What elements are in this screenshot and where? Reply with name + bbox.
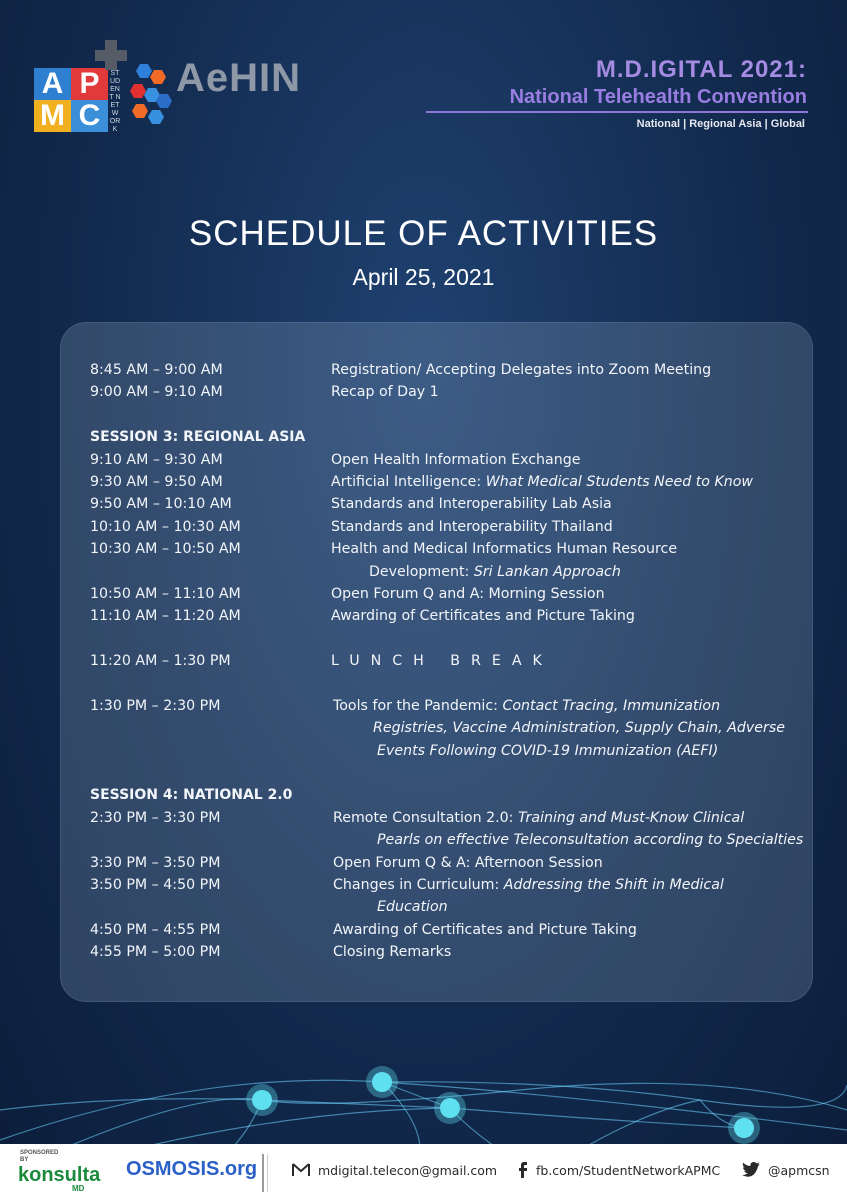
row-time: 10:50 AM – 11:10 AM bbox=[90, 585, 241, 602]
convention-tagline: National | Regional Asia | Global bbox=[636, 118, 805, 130]
schedule-row bbox=[90, 538, 800, 560]
row-activity-text: Development: bbox=[369, 563, 474, 580]
schedule-list bbox=[90, 359, 804, 964]
lunch-row bbox=[90, 650, 800, 672]
row-time: 8:45 AM – 9:00 AM bbox=[90, 362, 223, 378]
row-time: 2:30 PM – 3:30 PM bbox=[90, 809, 221, 826]
footer-divider bbox=[262, 1154, 264, 1192]
row-activity-italic: Addressing the Shift in Medical bbox=[503, 876, 724, 893]
row-activity: Health and Medical Informatics Human Resource bbox=[331, 541, 678, 558]
schedule-row bbox=[90, 852, 800, 874]
row-time: 1:30 PM – 2:30 PM bbox=[90, 697, 221, 714]
logo-letter-p: P bbox=[71, 68, 108, 100]
row-activity: Awarding of Certificates and Picture Taking bbox=[331, 608, 635, 625]
mail-icon bbox=[292, 1162, 310, 1178]
row-activity bbox=[333, 874, 724, 896]
row-time: 4:50 PM – 4:55 PM bbox=[90, 921, 221, 938]
row-activity bbox=[331, 471, 753, 493]
schedule-row bbox=[90, 941, 800, 963]
konsulta-md-label: MD bbox=[72, 1184, 85, 1193]
konsulta-logo: konsulta bbox=[18, 1164, 101, 1186]
schedule-row bbox=[90, 449, 800, 471]
schedule-row-continuation bbox=[90, 896, 800, 918]
logo-letter-a: A bbox=[34, 68, 71, 100]
row-activity: Closing Remarks bbox=[333, 944, 452, 961]
row-activity: Open Health Information Exchange bbox=[331, 451, 581, 468]
row-activity: Recap of Day 1 bbox=[331, 384, 439, 401]
footer-divider bbox=[267, 1154, 268, 1192]
row-activity-italic: What Medical Students Need to Know bbox=[485, 473, 754, 490]
row-activity-text: Changes in Curriculum: bbox=[333, 876, 504, 893]
schedule-row bbox=[90, 605, 800, 627]
row-time: 10:10 AM – 10:30 AM bbox=[90, 518, 241, 535]
osmosis-logo: OSMOSIS.org bbox=[126, 1158, 258, 1180]
logo-cross-bar bbox=[95, 50, 127, 61]
logo-letter-m: M bbox=[34, 100, 71, 132]
row-activity bbox=[333, 807, 744, 829]
schedule-row bbox=[90, 493, 800, 515]
schedule-row bbox=[90, 359, 800, 381]
row-activity-cont: Events Following COVID-19 Immunization (AEFI) bbox=[377, 742, 719, 759]
schedule-row-continuation bbox=[90, 829, 804, 851]
convention-subtitle: National Telehealth Convention bbox=[509, 86, 807, 108]
row-activity: Registration/ Accepting Delegates into Zoom Meeting bbox=[331, 362, 712, 378]
event-date: April 25, 2021 bbox=[352, 264, 495, 290]
schedule-row bbox=[90, 516, 800, 538]
schedule-row bbox=[90, 695, 800, 717]
schedule-row bbox=[90, 583, 800, 605]
title-underline bbox=[426, 111, 808, 113]
row-time: 9:10 AM – 9:30 AM bbox=[90, 451, 223, 468]
session-4-heading: SESSION 4: NATIONAL 2.0 bbox=[90, 787, 293, 804]
row-time: 9:00 AM – 9:10 AM bbox=[90, 384, 223, 401]
row-activity: Open Forum Q and A: Morning Session bbox=[331, 585, 605, 602]
row-time: 10:30 AM – 10:50 AM bbox=[90, 541, 241, 558]
lunch-break-label: LUNCH BREAK bbox=[331, 653, 553, 670]
row-activity-italic: Contact Tracing, Immunization bbox=[502, 697, 721, 714]
page-title: SCHEDULE OF ACTIVITIES bbox=[188, 214, 659, 253]
row-time: 3:30 PM – 3:50 PM bbox=[90, 854, 221, 871]
row-activity-cont: Registries, Vaccine Administration, Supply Chain, Adverse bbox=[373, 720, 785, 737]
row-time: 4:55 PM – 5:00 PM bbox=[90, 944, 221, 961]
row-activity-text: Artificial Intelligence: bbox=[331, 473, 486, 490]
logo-letter-c: C bbox=[71, 100, 108, 132]
sponsored-by-label: SPONSORED BY bbox=[20, 1150, 59, 1163]
row-activity-text: Remote Consultation 2.0: bbox=[333, 809, 518, 826]
row-activity: Standards and Interoperability Lab Asia bbox=[331, 496, 612, 513]
row-activity: Standards and Interoperability Thailand bbox=[331, 518, 613, 535]
schedule-row bbox=[90, 874, 800, 896]
row-time: 11:10 AM – 11:20 AM bbox=[90, 608, 241, 625]
row-activity: Awarding of Certificates and Picture Taking bbox=[333, 921, 637, 938]
schedule-row bbox=[90, 471, 800, 493]
schedule-row-continuation bbox=[90, 717, 800, 739]
email-address[interactable]: mdigital.telecon@gmail.com bbox=[318, 1163, 498, 1178]
schedule-row bbox=[90, 381, 800, 403]
schedule-row-continuation bbox=[90, 561, 800, 583]
row-activity-italic: Training and Must-Know Clinical bbox=[517, 809, 745, 826]
twitter-handle[interactable]: @apmcsn bbox=[768, 1163, 830, 1178]
hexagon-cluster-icon bbox=[130, 58, 174, 130]
row-time: 3:50 PM – 4:50 PM bbox=[90, 876, 221, 893]
facebook-link[interactable]: fb.com/StudentNetworkAPMC bbox=[536, 1163, 721, 1178]
row-activity-cont bbox=[369, 561, 621, 583]
aehin-logo: AeHIN bbox=[176, 56, 302, 100]
row-time: 9:30 AM – 9:50 AM bbox=[90, 473, 223, 490]
row-activity bbox=[333, 695, 720, 717]
row-time: 9:50 AM – 10:10 AM bbox=[90, 496, 232, 513]
logo-vertical-text: STUDENT NETWORK bbox=[109, 70, 121, 133]
row-time: 11:20 AM – 1:30 PM bbox=[90, 653, 231, 670]
facebook-icon bbox=[518, 1162, 528, 1178]
schedule-row bbox=[90, 919, 800, 941]
footer bbox=[0, 1144, 847, 1200]
row-activity-cont: Pearls on effective Teleconsultation according to Specialties bbox=[377, 832, 804, 849]
row-activity: Open Forum Q & A: Afternoon Session bbox=[333, 854, 603, 871]
schedule-row bbox=[90, 807, 800, 829]
schedule-row-continuation bbox=[90, 740, 800, 762]
row-activity-text: Tools for the Pandemic: bbox=[333, 697, 503, 714]
row-activity-cont: Education bbox=[377, 899, 448, 916]
convention-title: M.D.IGITAL 2021: bbox=[595, 56, 807, 83]
row-activity-italic: Sri Lankan Approach bbox=[473, 563, 621, 580]
twitter-icon bbox=[742, 1162, 760, 1177]
network-globe-graphic bbox=[0, 1010, 847, 1150]
session-3-heading: SESSION 3: REGIONAL ASIA bbox=[90, 429, 306, 446]
